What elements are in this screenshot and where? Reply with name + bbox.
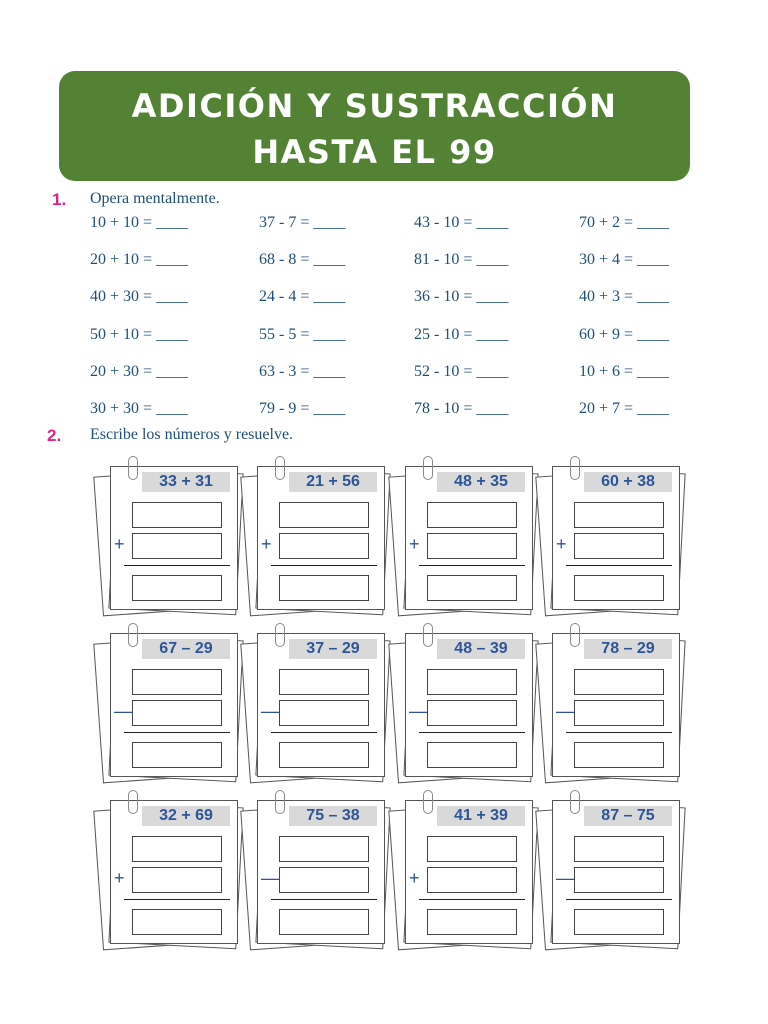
answer-box-top[interactable] bbox=[132, 502, 222, 528]
paperclip-icon bbox=[128, 623, 138, 647]
paperclip-icon bbox=[570, 623, 580, 647]
answer-box-middle[interactable] bbox=[279, 867, 369, 893]
operation-card bbox=[108, 631, 246, 781]
operation-label: 60 + 38 bbox=[584, 472, 672, 492]
answer-box-top[interactable] bbox=[279, 669, 369, 695]
equation-item: 30 + 4 = ____ bbox=[579, 251, 670, 269]
section-1-instruction: Opera mentalmente. bbox=[90, 190, 220, 207]
paperclip-icon bbox=[423, 456, 433, 480]
paperclip-icon bbox=[128, 790, 138, 814]
paperclip-icon bbox=[423, 623, 433, 647]
equation-item: 81 - 10 = ____ bbox=[414, 251, 509, 269]
operation-card bbox=[108, 464, 246, 614]
operation-card bbox=[403, 798, 541, 948]
operation-card bbox=[550, 464, 688, 614]
equation-item: 36 - 10 = ____ bbox=[414, 288, 509, 306]
answer-box-result[interactable] bbox=[427, 575, 517, 601]
equation-item: 52 - 10 = ____ bbox=[414, 362, 509, 380]
operation-card bbox=[108, 798, 246, 948]
sum-line bbox=[566, 732, 672, 733]
answer-box-middle[interactable] bbox=[427, 533, 517, 559]
equation-item: 20 + 7 = ____ bbox=[579, 400, 670, 417]
equation-item: 20 + 10 = ____ bbox=[90, 251, 189, 269]
operation-label: 78 – 29 bbox=[584, 639, 672, 659]
answer-box-middle[interactable] bbox=[279, 533, 369, 559]
operation-sign: — bbox=[261, 701, 279, 721]
operation-sign: + bbox=[409, 868, 420, 888]
operation-card bbox=[255, 631, 393, 781]
answer-box-middle[interactable] bbox=[574, 533, 664, 559]
equation-item: 68 - 8 = ____ bbox=[259, 251, 346, 269]
operation-card bbox=[255, 798, 393, 948]
sum-line bbox=[419, 732, 525, 733]
answer-box-middle[interactable] bbox=[132, 533, 222, 559]
answer-box-top[interactable] bbox=[574, 669, 664, 695]
sum-line bbox=[419, 565, 525, 566]
answer-box-middle[interactable] bbox=[132, 700, 222, 726]
operation-sign: + bbox=[114, 868, 125, 888]
paperclip-icon bbox=[570, 790, 580, 814]
operation-sign: + bbox=[261, 534, 272, 554]
answer-box-result[interactable] bbox=[574, 909, 664, 935]
sum-line bbox=[124, 732, 230, 733]
answer-box-top[interactable] bbox=[427, 669, 517, 695]
sum-line bbox=[271, 565, 377, 566]
answer-box-middle[interactable] bbox=[427, 700, 517, 726]
equation-item: 43 - 10 = ____ bbox=[414, 214, 509, 231]
sum-line bbox=[271, 732, 377, 733]
equation-item: 40 + 3 = ____ bbox=[579, 288, 670, 306]
equation-item: 25 - 10 = ____ bbox=[414, 325, 509, 343]
paperclip-icon bbox=[423, 790, 433, 814]
equation-item: 10 + 6 = ____ bbox=[579, 362, 670, 380]
section-1-number: 1. bbox=[52, 190, 67, 209]
operation-sign: + bbox=[409, 534, 420, 554]
answer-box-top[interactable] bbox=[574, 502, 664, 528]
operation-label: 67 – 29 bbox=[142, 639, 230, 659]
answer-box-top[interactable] bbox=[279, 836, 369, 862]
title-line-2: HASTA EL 99 bbox=[252, 133, 497, 171]
answer-box-top[interactable] bbox=[574, 836, 664, 862]
answer-box-middle[interactable] bbox=[427, 867, 517, 893]
operation-label: 41 + 39 bbox=[437, 806, 525, 826]
sum-line bbox=[419, 899, 525, 900]
sum-line bbox=[566, 565, 672, 566]
answer-box-result[interactable] bbox=[132, 742, 222, 768]
operation-sign: — bbox=[409, 701, 427, 721]
equation-item: 30 + 30 = ____ bbox=[90, 400, 189, 417]
equation-item: 79 - 9 = ____ bbox=[259, 400, 346, 417]
paperclip-icon bbox=[570, 456, 580, 480]
operation-sign: — bbox=[556, 868, 574, 888]
title-banner bbox=[59, 71, 690, 181]
paperclip-icon bbox=[275, 456, 285, 480]
operation-sign: + bbox=[556, 534, 567, 554]
answer-box-top[interactable] bbox=[427, 836, 517, 862]
answer-box-top[interactable] bbox=[132, 669, 222, 695]
equation-item: 70 + 2 = ____ bbox=[579, 214, 670, 231]
answer-box-top[interactable] bbox=[279, 502, 369, 528]
equation-item: 55 - 5 = ____ bbox=[259, 325, 346, 343]
equation-item: 78 - 10 = ____ bbox=[414, 400, 509, 417]
equation-item: 20 + 30 = ____ bbox=[90, 362, 189, 380]
equation-item: 63 - 3 = ____ bbox=[259, 362, 346, 380]
answer-box-result[interactable] bbox=[132, 909, 222, 935]
title-line-1: ADICIÓN Y SUSTRACCIÓN bbox=[131, 87, 618, 125]
paperclip-icon bbox=[275, 790, 285, 814]
operation-card bbox=[550, 631, 688, 781]
operation-label: 87 – 75 bbox=[584, 806, 672, 826]
operation-label: 33 + 31 bbox=[142, 472, 230, 492]
operation-sign: — bbox=[556, 701, 574, 721]
sum-line bbox=[566, 899, 672, 900]
equation-item: 40 + 30 = ____ bbox=[90, 288, 189, 306]
operation-card bbox=[550, 798, 688, 948]
paperclip-icon bbox=[275, 623, 285, 647]
operation-label: 37 – 29 bbox=[289, 639, 377, 659]
operation-sign: + bbox=[114, 534, 125, 554]
answer-box-result[interactable] bbox=[279, 575, 369, 601]
section-2-number: 2. bbox=[47, 426, 62, 445]
paperclip-icon bbox=[128, 456, 138, 480]
operation-label: 48 + 35 bbox=[437, 472, 525, 492]
answer-box-result[interactable] bbox=[574, 742, 664, 768]
answer-box-result[interactable] bbox=[132, 575, 222, 601]
answer-box-middle[interactable] bbox=[132, 867, 222, 893]
equation-item: 50 + 10 = ____ bbox=[90, 325, 189, 343]
equation-item: 60 + 9 = ____ bbox=[579, 325, 670, 343]
answer-box-top[interactable] bbox=[132, 836, 222, 862]
equation-item: 10 + 10 = ____ bbox=[90, 214, 189, 231]
answer-box-result[interactable] bbox=[279, 742, 369, 768]
sum-line bbox=[124, 899, 230, 900]
operation-label: 75 – 38 bbox=[289, 806, 377, 826]
operation-label: 48 – 39 bbox=[437, 639, 525, 659]
answer-box-middle[interactable] bbox=[574, 867, 664, 893]
operation-card bbox=[403, 464, 541, 614]
answer-box-result[interactable] bbox=[427, 909, 517, 935]
answer-box-result[interactable] bbox=[427, 742, 517, 768]
sum-line bbox=[124, 565, 230, 566]
section-2-instruction: Escribe los números y resuelve. bbox=[90, 426, 294, 443]
equation-item: 24 - 4 = ____ bbox=[259, 288, 346, 306]
sum-line bbox=[271, 899, 377, 900]
operation-card bbox=[403, 631, 541, 781]
operation-card bbox=[255, 464, 393, 614]
operation-label: 21 + 56 bbox=[289, 472, 377, 492]
equation-item: 37 - 7 = ____ bbox=[259, 214, 346, 231]
operation-sign: — bbox=[261, 868, 279, 888]
answer-box-result[interactable] bbox=[279, 909, 369, 935]
answer-box-top[interactable] bbox=[427, 502, 517, 528]
answer-box-result[interactable] bbox=[574, 575, 664, 601]
operation-label: 32 + 69 bbox=[142, 806, 230, 826]
answer-box-middle[interactable] bbox=[279, 700, 369, 726]
answer-box-middle[interactable] bbox=[574, 700, 664, 726]
operation-sign: — bbox=[114, 701, 132, 721]
